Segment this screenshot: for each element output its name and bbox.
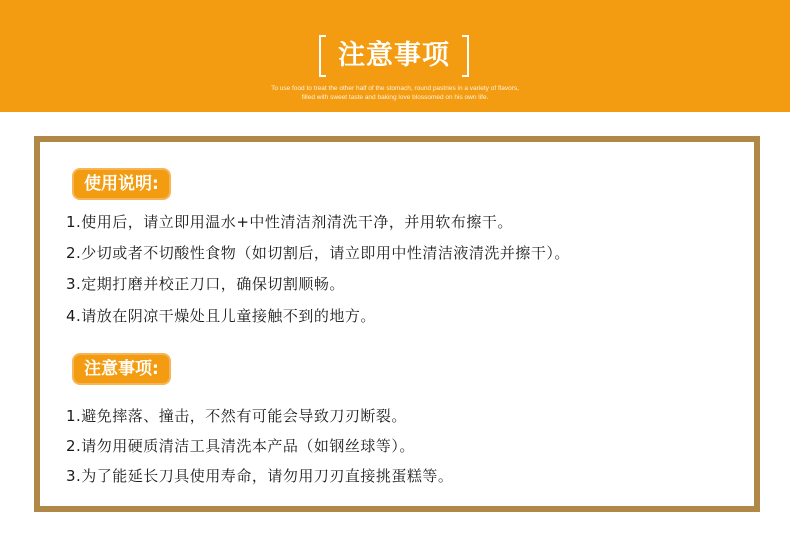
title-frame [319, 35, 469, 77]
banner-subtitle [180, 84, 610, 102]
usage-item: 2.少切或者不切酸性食物（如切割后，请立即用中性清洁液清洗并擦干）。 [66, 244, 570, 262]
subtitle-line-1: To use food to treat the other half of the stomach, round pastries in a variety of flavors, [271, 85, 519, 92]
instructions-panel [34, 136, 760, 512]
header-banner [0, 0, 790, 112]
caution-item: 3.为了能延长刀具使用寿命，请勿用刀刃直接挑蛋糕等。 [66, 467, 454, 485]
usage-item: 4.请放在阴凉干燥处且儿童接触不到的地方。 [66, 307, 376, 325]
caution-item: 1.避免摔落、撞击，不然有可能会导致刀刃断裂。 [66, 407, 407, 425]
usage-item: 3.定期打磨并校正刀口，确保切割顺畅。 [66, 275, 345, 293]
usage-item: 1.使用后，请立即用温水+中性清洁剂清洗干净，并用软布擦干。 [66, 213, 513, 231]
page-title: 注意事项 [338, 40, 450, 71]
caution-heading: 注意事项: [74, 355, 169, 383]
caution-item: 2.请勿用硬质清洁工具清洗本产品（如钢丝球等）。 [66, 437, 415, 455]
subtitle-line-2: filled with sweet taste and baking love blossomed on his own life. [301, 94, 489, 101]
usage-heading: 使用说明: [74, 170, 169, 198]
